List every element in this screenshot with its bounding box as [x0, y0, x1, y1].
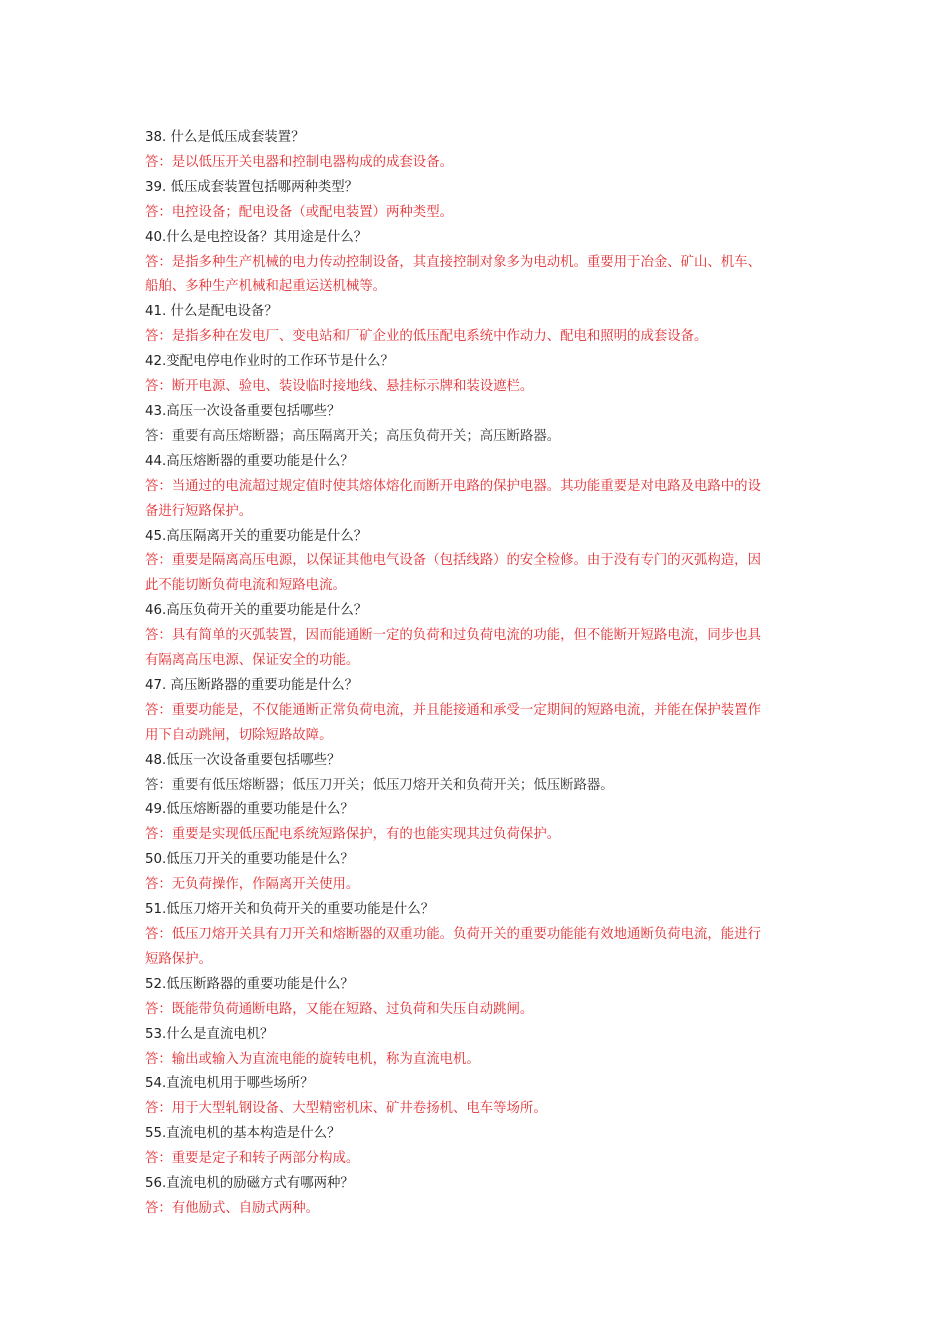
answer-line: 答：重要是定子和转子两部分构成。 — [145, 1151, 360, 1167]
question-line: 42.变配电停电作业时的工作环节是什么？ — [145, 354, 394, 370]
answer-line: 答：输出或输入为直流电能的旋转电机，称为直流电机。 — [145, 1051, 480, 1067]
question-line: 47. 高压断路器的重要功能是什么？ — [145, 677, 359, 693]
question-line: 38. 什么是低压成套装置？ — [145, 130, 305, 145]
answer-line: 船舶、多种生产机械和起重运送机械等。 — [145, 279, 387, 295]
answer-line: 答：无负荷操作，作隔离开关使用。 — [145, 877, 360, 893]
answer-line: 有隔离高压电源、保证安全的功能。 — [145, 653, 360, 669]
question-line: 54.直流电机用于哪些场所？ — [145, 1076, 314, 1092]
question-line: 49.低压熔断器的重要功能是什么？ — [145, 802, 354, 818]
question-line: 44.高压熔断器的重要功能是什么？ — [145, 453, 354, 469]
answer-line: 备进行短路保护。 — [145, 503, 253, 519]
answer-line: 用下自动跳闸，切除短路故障。 — [145, 727, 333, 743]
answer-line: 答：是指多种生产机械的电力传动控制设备，其直接控制对象多为电动机。重要用于冶金、矿山、机车、 — [145, 254, 761, 270]
question-line: 40.什么是电控设备？其用途是什么？ — [145, 229, 368, 245]
answer-line: 答：是指多种在发电厂、变电站和厂矿企业的低压配电系统中作动力、配电和照明的成套设备。 — [145, 329, 708, 345]
answer-line: 答：是以低压开关电器和控制电器构成的成套设备。 — [145, 154, 453, 170]
answer-line: 答：既能带负荷通断电路，又能在短路、过负荷和失压自动跳闸。 — [145, 1001, 534, 1017]
question-line: 55.直流电机的基本构造是什么？ — [145, 1126, 341, 1142]
answer-line: 答：重要是隔离高压电源，以保证其他电气设备（包括线路）的安全检修。由于没有专门的灭弧构造，因 — [145, 553, 761, 569]
question-line: 50.低压刀开关的重要功能是什么？ — [145, 852, 354, 868]
question-line: 43.高压一次设备重要包括哪些？ — [145, 403, 341, 419]
answer-line: 答：重要功能是，不仅能通断正常负荷电流，并且能接通和承受一定期间的短路电流，并能在保护装置作 — [145, 702, 761, 718]
question-line: 51.低压刀熔开关和负荷开关的重要功能是什么？ — [145, 902, 435, 918]
question-line: 45.高压隔离开关的重要功能是什么？ — [145, 528, 368, 544]
answer-line: 答：有他励式、自励式两种。 — [145, 1200, 320, 1216]
answer-line: 答：用于大型轧钢设备、大型精密机床、矿井卷扬机、电车等场所。 — [145, 1101, 547, 1117]
question-line: 53.什么是直流电机？ — [145, 1026, 274, 1042]
answer-line: 答：具有简单的灭弧装置，因而能通断一定的负荷和过负荷电流的功能，但不能断开短路电流，同步也具 — [145, 628, 761, 644]
question-line: 39. 低压成套装置包括哪两种类型？ — [145, 179, 359, 195]
answer-line: 答：重要有高压熔断器；高压隔离开关；高压负荷开关；高压断路器。 — [145, 428, 561, 444]
answer-line: 答：重要是实现低压配电系统短路保护，有的也能实现其过负荷保护。 — [145, 827, 561, 843]
question-line: 52.低压断路器的重要功能是什么？ — [145, 976, 354, 992]
question-line: 48.低压一次设备重要包括哪些？ — [145, 752, 341, 768]
answer-line: 答：断开电源、验电、装设临时接地线、悬挂标示牌和装设遮栏。 — [145, 379, 534, 395]
question-line: 56.直流电机的励磁方式有哪两种？ — [145, 1176, 354, 1192]
answer-line: 答：低压刀熔开关具有刀开关和熔断器的双重功能。负荷开关的重要功能能有效地通断负荷电流，能进行 — [145, 927, 761, 942]
answer-line: 答：当通过的电流超过规定值时使其熔体熔化而断开电路的保护电器。其功能重要是对电路及电路中的设 — [145, 478, 761, 494]
answer-line: 此不能切断负荷电流和短路电流。 — [145, 578, 346, 594]
answer-line: 答：电控设备；配电设备（或配电装置）两种类型。 — [145, 204, 453, 220]
answer-line: 短路保护。 — [145, 951, 212, 967]
question-line: 46.高压负荷开关的重要功能是什么？ — [145, 603, 368, 619]
qa-content — [145, 126, 815, 1222]
question-line: 41. 什么是配电设备？ — [145, 304, 278, 320]
answer-line: 答：重要有低压熔断器；低压刀开关；低压刀熔开关和负荷开关；低压断路器。 — [145, 777, 614, 793]
